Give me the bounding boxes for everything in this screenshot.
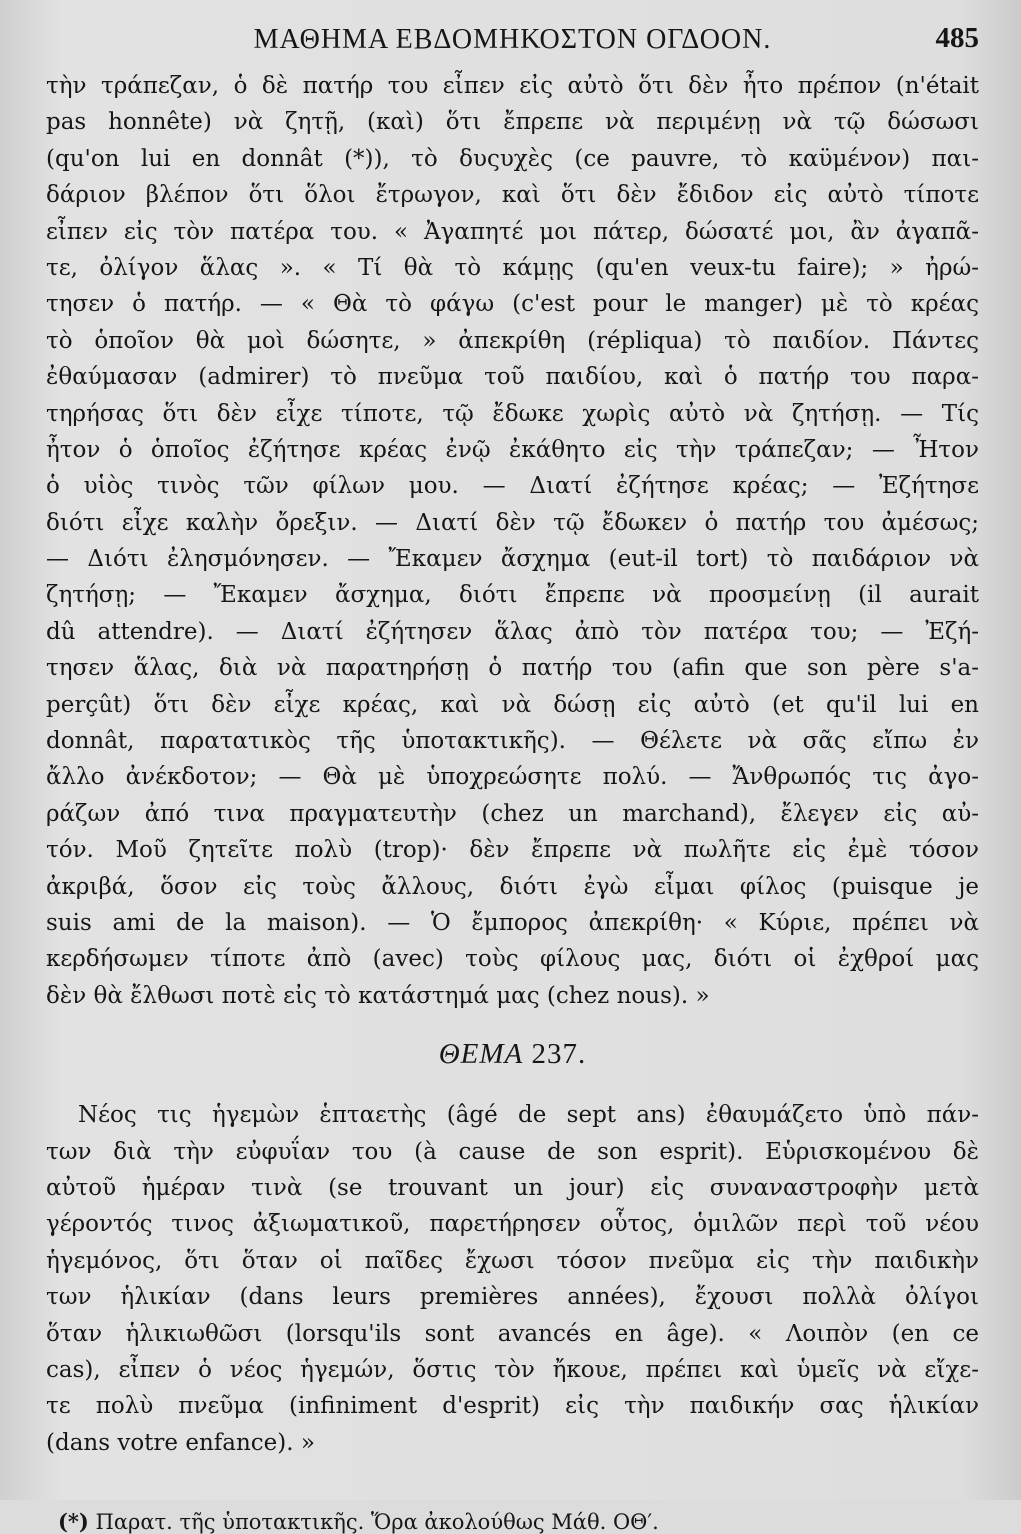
section-heading: [46, 1038, 979, 1071]
paragraph-2: [46, 1097, 979, 1461]
text-line: ὅταν ἡλικιωθῶσι (lorsqu'ils sont avancés en âge). « Λοιπὸν (en ce: [46, 1320, 979, 1347]
text-line: δὲν θὰ ἔλθωσι ποτὲ εἰς τὸ κατάστημά μας (chez nous). »: [46, 982, 710, 1009]
running-head: [46, 18, 979, 68]
text-line: τησεν ὁ πατήρ. — « Θὰ τὸ φάγω (c'est pour le manger) μὲ τὸ κρέας: [46, 291, 979, 318]
text-line: ράζων ἀπό τινα πραγματευτὴν (chez un marchand), ἔλεγεν εἰς αὐ-: [46, 800, 979, 827]
text-line: τόν. Μοῦ ζητεῖτε πολὺ (trop)· δὲν ἔπρεπε νὰ πωλῆτε εἰς ἐμὲ τόσον: [46, 837, 979, 864]
text-line: τὴν τράπεζαν, ὁ δὲ πατήρ του εἶπεν εἰς αὐτὸ ὅτι δὲν ἦτο πρέπον (n'était: [46, 73, 979, 99]
text-line: dû attendre). — Διατί ἐζήτησεν ἅλας ἀπὸ τὸν πατέρα του; — Ἐζή-: [46, 618, 979, 645]
text-line: γέροντός τινος ἀξιωματικοῦ, παρετήρησεν οὗτος, ὁμιλῶν περὶ τοῦ νέου: [46, 1211, 979, 1238]
text-line: ὁ υἱὸς τινὸς τῶν φίλων μου. — Διατί ἐζήτησε κρέας; — Ἐζήτησε: [46, 473, 979, 500]
text-line: τησεν ἅλας, διὰ νὰ παρατηρήσῃ ὁ πατήρ του (afin que son père s'a-: [46, 655, 979, 682]
page-number: 485: [935, 22, 979, 54]
text-line: των ἡλικίαν (dans leurs premières années), ἔχουσι πολλὰ ὀλίγοι: [46, 1284, 979, 1311]
text-line: (qu'on lui en donnât (*)), τὸ δυςυχὲς (ce pauvre, τὸ καϋμένον) παι-: [46, 145, 979, 172]
text-line: cas), εἶπεν ὁ νέος ἡγεμών, ὅστις τὸν ἤκουε, πρέπει καὶ ὑμεῖς νὰ εἴχε-: [46, 1356, 979, 1383]
text-line: suis ami de la maison). — Ὁ ἔμπορος ἀπεκρίθη· « Κύριε, πρέπει νὰ: [46, 909, 979, 936]
text-line: ἦτον ὁ ὁποῖος ἐζήτησε κρέας ἐνῷ ἐκάθητο εἰς τὴν τράπεζαν; — Ἦτον: [46, 436, 979, 463]
text-line: ζητήσῃ; — Ἔκαμεν ἄσχημα, διότι ἔπρεπε νὰ προσμείνῃ (il aurait: [46, 582, 979, 609]
running-title: ΜΑΘΗΜΑ ΕΒΔΟΜΗΚΟΣΤΟΝ ΟΓΔΟΟΝ.: [253, 24, 772, 55]
text-line: ἐθαύμασαν (admirer) τὸ πνεῦμα τοῦ παιδίου, καὶ ὁ πατήρ του παρα-: [46, 364, 979, 391]
text-line: ἄλλο ἀνέκδοτον; — Θὰ μὲ ὑποχρεώσητε πολύ. — Ἄνθρωπός τις ἀγο-: [46, 764, 979, 791]
text-line: εἶπεν εἰς τὸν πατέρα του. « Ἀγαπητέ μοι πάτερ, δώσατέ μοι, ἂν ἀγαπᾶ-: [46, 218, 979, 245]
text-line: τηρήσας ὅτι δὲν εἶχε τίποτε, τῷ ἔδωκε χωρὶς αὐτὸ νὰ ζητήσῃ. — Τίς: [46, 400, 979, 427]
text-line: — Διότι ἐλησμόνησεν. — Ἔκαμεν ἄσχημα (eut-il tort) τὸ παιδάριον νὰ: [46, 546, 979, 573]
text-line: κερδήσωμεν τίποτε ἀπὸ (avec) τοὺς φίλους μας, διότι οἱ ἐχθροί μας: [46, 946, 979, 973]
text-line: δάριον βλέπον ὅτι ὅλοι ἔτρωγον, καὶ ὅτι δὲν ἔδιδον εἰς αὐτὸ τίποτε: [46, 182, 979, 209]
text-line: ἡγεμόνος, ὅτι ὅταν οἱ παῖδες ἔχωσι τόσον πνεῦμα εἰς τὴν παιδικὴν: [46, 1247, 979, 1274]
text-line: ἀκριβά, ὅσον εἰς τοὺς ἄλλους, διότι ἐγὼ εἶμαι φίλος (puisque je: [46, 873, 979, 900]
text-line: pas honnête) νὰ ζητῇ, (καὶ) ὅτι ἔπρεπε νὰ περιμένῃ νὰ τῷ δώσωσι: [46, 109, 979, 136]
text-line: Νέος τις ἡγεμὼν ἑπταετὴς (âgé de sept ans) ἐθαυμάζετο ὑπὸ πάν-: [78, 1102, 979, 1129]
footnote: [46, 1509, 979, 1534]
text-line: αὐτοῦ ἡμέραν τινὰ (se trouvant un jour) εἰς συναναστροφὴν μετὰ: [46, 1174, 979, 1201]
footnote-marker: (*): [58, 1509, 89, 1534]
text-line: τε, ὀλίγον ἅλας ». « Τί θὰ τὸ κάμῃς (qu'en veux-tu faire); » ἠρώ-: [46, 254, 979, 281]
text-line: donnât, παρατατικὸς τῆς ὑποτακτικῆς). — Θέλετε νὰ σᾶς εἴπω ἐν: [46, 728, 979, 755]
section-heading-label: ΘΕΜΑ: [438, 1038, 524, 1071]
text-line: τε πολὺ πνεῦμα (infiniment d'esprit) εἰς τὴν παιδικήν σας ἡλικίαν: [46, 1393, 979, 1420]
section-heading-number: 237.: [531, 1038, 587, 1071]
text-line: perçût) ὅτι δὲν εἶχε κρέας, καὶ νὰ δώσῃ εἰς αὐτὸ (et qu'il lui en: [46, 691, 979, 718]
text-line: διότι εἶχε καλὴν ὄρεξιν. — Διατί δὲν τῷ ἔδωκεν ὁ πατήρ του ἀμέσως;: [46, 509, 979, 536]
text-line: (dans votre enfance). »: [46, 1429, 315, 1456]
footnote-text: Παρατ. τῆς ὑποτακτικῆς. Ὅρα ἀκολούθως Μάθ. ΟΘ′.: [95, 1510, 659, 1534]
text-line: των διὰ τὴν εὐφυΐαν του (à cause de son esprit). Εὑρισκομένου δὲ: [46, 1138, 979, 1165]
paragraph-1: [46, 68, 979, 1014]
text-line: τὸ ὁποῖον θὰ μοὶ δώσητε, » ἀπεκρίθη (répliqua) τὸ παιδίον. Πάντες: [46, 327, 979, 354]
